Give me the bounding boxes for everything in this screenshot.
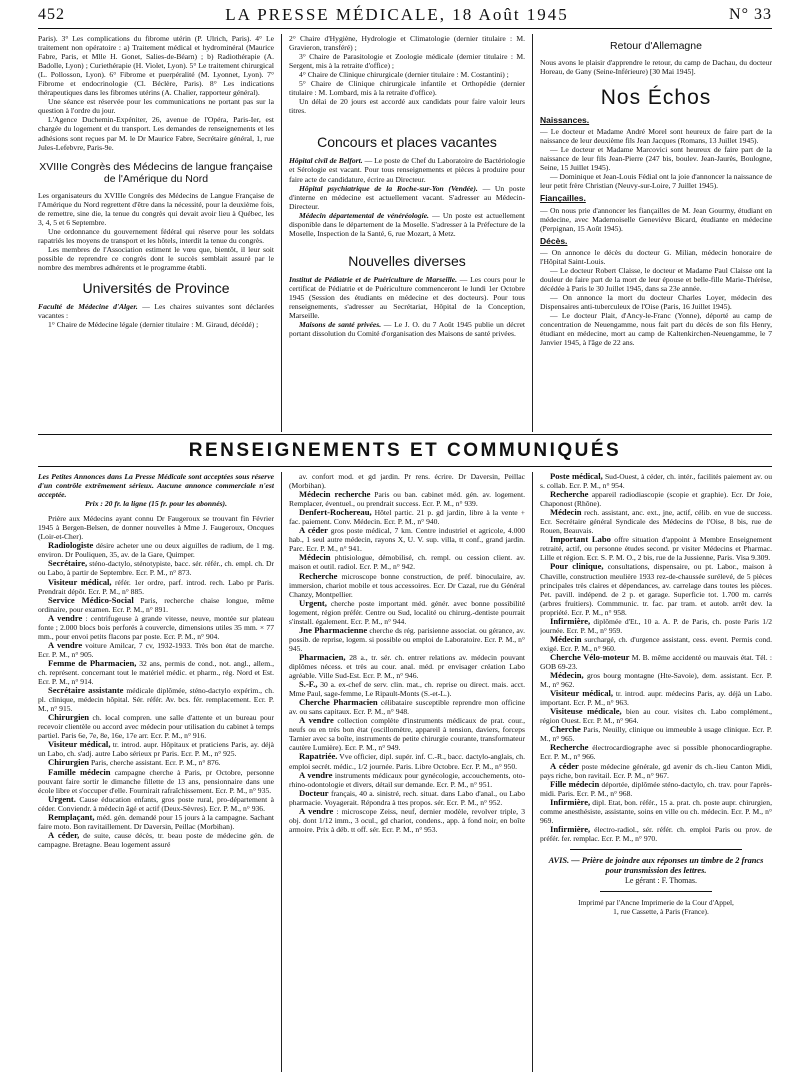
classified-ad bbox=[38, 831, 274, 849]
seance-paragraph: Une séance est réservée pour les communications ne portant pas sur la question à l'ordre du jour. bbox=[38, 97, 274, 116]
congres-paragraph-1: Les organisateurs du XVIIIe Congrès des Médecins de Langue Française de l'Amérique du Nord regrettent d'être dans la nécessité, pour la deuxième fois, de remettre, sine die, la tenue du congrès qui devait avoir lieu à Québec, les 3, 4, 5 et 6 Septembre. bbox=[38, 190, 274, 227]
faculte-alger-text: — Les chaires suivantes sont déclarées vacantes : bbox=[38, 302, 274, 321]
classified-ad bbox=[540, 617, 772, 635]
classified-ad-text: : microscope Zeiss, neuf, dernier modèle, revolver triple, 3 obj. dont 1/12 imm., 3 ocul., gd chariot, condens., app. à fond noir, en boîte armoire. Prix à déb. tt off. sér. Ecr. P. M., n° 953. bbox=[289, 806, 525, 834]
retour-paragraph: Nous avons le plaisir d'apprendre le retour, du camp de Dachau, du docteur Horeau, de Gany (Seine-Inférieure) [30 Mai 1945]. bbox=[540, 58, 772, 77]
classified-ad-keyword: Cherche Vélo-moteur bbox=[550, 651, 630, 662]
classified-ad bbox=[38, 795, 274, 813]
classified-ad-text: offre situation d'appoint à Membre Enseignement retraité, actif, ou personne études second. pr visiter Médecins et Pharmac. Lille et région. Ecr. S. P. M. O., 2 bis, rue de la Jussienne, Paris. Visa 9.309. bbox=[540, 535, 772, 563]
classified-ad bbox=[38, 740, 274, 758]
ads-price: Prix : 20 fr. la ligne (15 fr. pour les abonnés). bbox=[85, 499, 227, 509]
classified-ad-keyword: Médecin recherche bbox=[299, 489, 371, 500]
classified-ad-keyword: Famille médecin bbox=[48, 766, 111, 777]
renseignements-heading: RENSEIGNEMENTS ET COMMUNIQUÉS bbox=[188, 440, 622, 461]
top-column-2 bbox=[289, 34, 525, 434]
classified-ad-keyword: Chirurgien bbox=[48, 712, 90, 723]
imprimeur-line-1: Imprimé par l'Ancne Imprimerie de la Cour d'Appel, bbox=[578, 897, 734, 907]
classified-ad-keyword: A vendre bbox=[299, 715, 334, 726]
classified-ad-text: 32 ans, permis de cond., not. angl., allem., ch. représent. concernant tout le matériel médic. et pharm., rég. Nord et Est. Ecr. P. M., n° 914. bbox=[38, 658, 274, 687]
classified-ad bbox=[289, 698, 525, 716]
classified-ad-keyword: A céder, bbox=[48, 829, 80, 840]
classified-ad-keyword: Visiteur médical, bbox=[550, 688, 614, 699]
top-column-3 bbox=[540, 34, 772, 434]
maisons-sante-text: — Le J. O. du 7 Août 1945 publie un décret portant dissolution du Comité d'organisation des Maisons de santé privées. bbox=[289, 320, 525, 339]
roche-sur-yon-lead: Hôpital psychiatrique de la Roche-sur-Yon (Vendée). bbox=[299, 183, 478, 193]
header-rule bbox=[38, 28, 772, 29]
notice-rule bbox=[570, 849, 742, 850]
naissance-1: — Le docteur et Madame André Morel sont heureux de faire part de la naissance de leur deuxième fils Jean Jacques (Romans, 13 Juillet 1945). bbox=[540, 127, 772, 146]
fibrome-paragraph: Paris). 3° Les complications du fibrome utérin (P. Ulrich, Paris). 4° Le traitement non opératoire : a) Traitement médical et hydrominéral (Maurice Fabre, Paris, et Mlle H. Gonet, Salies-de-Béarn) ; b) Radiothérapie (A. Badolle, Lyon) ; Curiethérapie (H. Violet, Lyon). 5° Le traitement chirurgical (L. Pollosson, Lyon). 6° Fibrome et puerpéralité (M. Lyonnet, Lyon). 7° Fibrome et endocrinologie (Cl. Béclère, Paris). 8° Les indications thérapeutiques dans les fibromes utérins (A. Chalier, rapporteur général). bbox=[38, 34, 274, 98]
classified-ad-text: collection complète d'instruments médicaux de prat. cour., neufs ou en très bon état (oscillomètre, appareil à tension, daviers, forceps Tarnier avec sa boîte, instruments de petite chirurgie courante, transformateur cautère Lumière). Ecr. P. M., n° 949. bbox=[289, 716, 525, 753]
classified-ad-text: méd. gén. demandé pour 15 jours à la campagne. Sachant faire moto. Bon ravitaillement. Dr Daversin, Peillac (Morbihan). bbox=[38, 812, 274, 831]
agence-paragraph: L'Agence Duchemin-Expéniter, 26, avenue de l'Opéra, Paris-Ier, est chargée du logement et du transport. Les demandes de renseignements et les adhésions sont reçues par M. le Dr Maurice Fabre, Secrétaire général, 1, rue Jules-Lefebvre, Paris-9e. bbox=[38, 115, 274, 152]
column-divider-1 bbox=[281, 34, 282, 432]
deces-2: — Le docteur Robert Claisse, le docteur et Madame Paul Claisse ont la douleur de faire part de la mort de leur épouse et belle-fille Marie-Thérèse, décédée à Paris le 30 Juillet 1945, dans sa 23e année. bbox=[540, 265, 772, 293]
classified-ad-keyword: Cherche bbox=[550, 724, 581, 735]
classified-ad bbox=[289, 599, 525, 626]
journal-title: LA PRESSE MÉDICALE, 18 Août 1945 bbox=[225, 5, 569, 24]
classified-ad-text: microscope bonne construction, de préf. binoculaire, av. immersion, chariot mobile et tous accessoires. Ecr. Dr Cazal, rue du Général Chanzy, Montpellier. bbox=[289, 571, 525, 599]
classified-ad-text: célibataire susceptible reprendre mon officine av. ou sans capitaux. Ecr. P. M., n° 948. bbox=[289, 698, 525, 717]
universites-heading: Universités de Province bbox=[82, 280, 230, 297]
classified-ad-text: tr. introd. aupr. Hôpitaux et praticiens Paris, ay. déjà un Labo, ch. s'adj. autre Labo sérieux pr Paris. Ecr. P. M., n° 925. bbox=[38, 740, 274, 759]
ads-intro: Les Petites Annonces dans La Presse Médicale sont acceptées sous réserve d'un contrôle extrêmement sérieux. Aucune annonce commerciale n'est acceptée. bbox=[38, 472, 274, 500]
classified-ad bbox=[289, 789, 525, 807]
ads-list-2 bbox=[289, 472, 525, 834]
classified-ad bbox=[540, 743, 772, 761]
classified-ad-text: Hôtel partic. 21 p. gd jardin, libre à la vente + fac. paiement. Conv. Médecin. Ecr. P. M., n° 940. bbox=[289, 508, 525, 527]
classified-ad-keyword: A vendre bbox=[48, 612, 83, 623]
classified-ad-keyword: Médecin bbox=[550, 507, 582, 518]
deces-heading: Décès. bbox=[540, 235, 568, 246]
classified-ad-text: Vve officier, dipl. supér. inf. C.-R., bacc. dactylo-anglais, ch. emploi secrét. médic., 1/2 journée. Paris. Libre Octobre. Ecr. P. M., n° 950. bbox=[289, 752, 525, 771]
venereologie-text: — Un poste est actuellement disponible dans le département de la Moselle. S'adresser à la Préfecture de la Moselle, Inspection de la Santé, 6, rue Mozart, à Metz. bbox=[289, 210, 525, 238]
avis-notice: AVIS. — Prière de joindre aux réponses un timbre de 2 francs pour transmission des lettres. bbox=[548, 855, 764, 875]
congres-heading: XVIIIe Congrès des Médecins de langue française de l'Amérique du Nord bbox=[39, 160, 273, 185]
classified-ad-text: de suite, cause décès, tr. beau poste de médecine gén. de campagne. Bretagne. Beau logement assuré bbox=[38, 830, 274, 849]
classified-ad-keyword: Secrétaire assistante bbox=[48, 685, 124, 696]
deces-3: — On annonce la mort du docteur Charles Loyer, médecin des Dispensaires anti-tuberculeux de l'Oise (Paris, 16 Juillet 1945). bbox=[540, 292, 772, 311]
classified-ad-keyword: Secrétaire, bbox=[48, 558, 88, 569]
pediatrie-text: — Les cours pour le certificat de Pédiatrie et de Puériculture commenceront le lundi 1er Octobre 1945 (Session des étudiants en médecine et des docteurs). Pour tous renseignements, s'adresser au Secrétariat, Hôpital de la Conception, Marseille. bbox=[289, 274, 525, 321]
fiancailles-1: — On nous prie d'annoncer les fiançailles de M. Jean Gourmy, étudiant en médecine, avec Mademoiselle Geneviève Bicard, étudiante en médecine (Perpignan, 15 Août 1945). bbox=[540, 205, 772, 233]
classified-ad bbox=[540, 562, 772, 616]
classified-ad bbox=[38, 514, 274, 541]
classified-ad-text: 28 a., tr. sér. ch. entrer relations av. médecin pouvant diplômes nécess. et très au cour. anal. méd. pr envisager création Labo agréable. Ville Sud-Est. Ecr. P. M., n° 946. bbox=[289, 652, 525, 681]
classified-ad-text: médicale diplômée, sténo-dactylo expérim., ch. pl. clinique, médecin hôpital. Sér. référ. Av. bcs. fér. remplacement. Ecr. P. M., n° 915. bbox=[38, 686, 274, 714]
classified-ad-text: diplômée d'Et., 10 a. A. P. de Paris, ch. poste Paris 1/2 journée. Ecr. P. M., n° 959. bbox=[540, 616, 772, 635]
classified-ad-keyword: Infirmière, bbox=[550, 796, 591, 807]
classified-ad-text: Prière aux Médecins ayant connu Dr Faugeroux se trouvant fin Février 1945 à Bergen-Belsen, de donner nouvelles à Mme J. Faugeroux, Oncques (Loir-et-Cher). bbox=[38, 514, 274, 542]
venereologie-lead: Médecin départemental de vénéréologie. bbox=[299, 210, 429, 220]
deces-1: — On annonce le décès du docteur G. Milian, médecin honoraire de l'Hôpital Saint-Louis. bbox=[540, 247, 772, 266]
classified-ad bbox=[540, 762, 772, 780]
classified-ad bbox=[289, 807, 525, 834]
classified-ad bbox=[289, 771, 525, 789]
classified-ad bbox=[289, 680, 525, 698]
classified-ad-text: désire acheter une ou deux aiguilles de radium, de 1 mg. environ. Dr Pouliquen, 35, av. de la Gare, Quimper. bbox=[38, 541, 274, 560]
faculte-alger-lead: Faculté de Médecine d'Alger. bbox=[38, 302, 138, 312]
classified-ad-keyword: A vendre bbox=[48, 639, 83, 650]
classified-ad-keyword: Infirmière, bbox=[550, 615, 591, 626]
classified-ad bbox=[540, 653, 772, 671]
classified-ad bbox=[540, 780, 772, 798]
naissance-3: — Dominique et Jean-Louis Fédial ont la joie d'annoncer la naissance de leur petit frère Christian (Neuvy-sur-Loire, 7 Juillet 1945). bbox=[540, 172, 772, 191]
top-column-1 bbox=[38, 34, 274, 434]
classified-ad-text: tr. introd. aupr. médecins Paris, ay. déjà un Labo. important. Ecr. P. M., n° 963. bbox=[540, 689, 772, 708]
pediatrie-lead: Institut de Pédiatrie et de Puériculture de Marseille. bbox=[289, 274, 458, 284]
delai-paragraph: Un délai de 20 jours est accordé aux candidats pour faire valoir leurs titres. bbox=[289, 97, 525, 116]
classified-ad bbox=[540, 689, 772, 707]
classified-ad-text: voiture Amilcar, 7 cv, 1932-1933. Très bon état de marche. Ecr. P. M., n° 905. bbox=[38, 640, 274, 659]
deces-4: — Le docteur Plait, d'Ancy-le-Franc (Yonne), déporté au camp de concentration de Neuengamme, nous fait part du décès de son fils Henry, étudiant en médecine, mort au camp de Kaltenkirchen-Neuengamme, le 7 Janvier 1945, à l'âge de 22 ans. bbox=[540, 311, 772, 348]
classified-ad-text: rech. assistant, anc. ext., jne, actif, célib. en vue de success. Ecr. Secrétaire général Syndicale des Médecins de l'Oise, 8 bis, rue de Rouen, Beauvais. bbox=[540, 508, 772, 536]
classified-ad-keyword: Recherche bbox=[299, 570, 338, 581]
classified-ad-keyword: Visiteur médical, bbox=[48, 576, 112, 587]
classified-ad bbox=[289, 526, 525, 553]
classified-ad-text: dipl. Etat, bon. référ., 15 a. prat. ch. poste aupr. chirurgien, comme anesthésiste, assistante, soins en ville ou ch. médecin. Ecr. P. M., n° 969. bbox=[540, 797, 772, 825]
belfort-text: — Le poste de Chef du Laboratoire de Bactériologie et Sérologie est vacant. Pour tous renseignements et pièces à produire pour faire acte de candidature, écrire au Directeur. bbox=[289, 156, 525, 184]
classified-ad-keyword: Chirurgien bbox=[48, 757, 90, 768]
chaire-clinique-chirurgicale: 4° Chaire de Clinique chirurgicale (dernier titulaire : M. Costantini) ; bbox=[299, 70, 509, 80]
classified-ad-keyword: Docteur bbox=[299, 787, 329, 798]
column-divider-2 bbox=[532, 34, 533, 432]
classified-ad bbox=[38, 659, 274, 686]
ads-column-3 bbox=[540, 472, 772, 1076]
classified-ad-keyword: Recherche bbox=[550, 742, 589, 753]
classified-ad bbox=[289, 626, 525, 653]
classified-ad-keyword: A vendre bbox=[299, 769, 333, 780]
classified-ad bbox=[289, 653, 525, 680]
classified-ad-text: 30 a. ex-chef de serv. clin. mat., ch. reprise ou direct. mais. acct. Mme Paul, sage-femme, Le Ripault-Monts (S.-et-L.). bbox=[289, 680, 525, 699]
classified-ad bbox=[38, 686, 274, 713]
classified-ad bbox=[38, 596, 274, 614]
classified-ad-keyword: Radiologiste bbox=[48, 540, 94, 551]
classified-ad-text: : centrifugeuse à grande vitesse, neuve, montée sur plateau fonte ; 2.000 blocs bois perforés à couvercle, dimensions utiles 35 mm. × 77 mm., pour envoi petits flacons par poste. Ecr. P. M., n° 904. bbox=[38, 613, 274, 641]
classified-ad-text: électro-radiol., sér. référ. ch. emploi Paris ou prov. de préfér. fer. remplac. Ecr. P. M., n° 970. bbox=[540, 824, 772, 843]
classified-ad bbox=[540, 671, 772, 689]
classified-ad-text: Cause éducation enfants, gros poste rural, pro-département à céder. Conviendr. à médecin âgé et actif (Deux-Sèvres). Ecr. P. M., n° 936. bbox=[38, 794, 274, 813]
imprimeur-line-2: 1, rue Cassette, à Paris (France). bbox=[613, 906, 709, 916]
concours-heading: Concours et places vacantes bbox=[317, 134, 497, 151]
page-number: 452 bbox=[38, 6, 65, 23]
classified-ad-text: appareil radiodiascopie (scopie et graphie). Ecr. Dr Joie, Chaponost (Rhône). bbox=[540, 490, 772, 509]
classified-ad-keyword: Urgent. bbox=[48, 793, 76, 804]
classified-ad-text: av. confort mod. et gd jardin. Pr rens. écrire. Dr Daversin, Peillac (Morbihan). bbox=[289, 472, 525, 491]
classified-ad-keyword: Recherche bbox=[550, 489, 589, 500]
classified-ad-keyword: Médecin, bbox=[550, 670, 584, 681]
ads-list-3 bbox=[540, 472, 772, 843]
classified-ad bbox=[289, 508, 525, 526]
classified-ad bbox=[38, 641, 274, 659]
classified-ad-text: surchargé, ch. d'urgence assistant, cess. event. Permis cond. exigé. Ecr. P. M., n° 960. bbox=[540, 634, 772, 653]
classified-ad-text: électrocardiographe avec si possible phonocardiographe. Ecr. P. M., n° 966. bbox=[540, 743, 772, 762]
maisons-sante-lead: Maisons de santé privées. bbox=[299, 320, 382, 330]
classified-ad bbox=[289, 490, 525, 508]
classified-ad bbox=[38, 813, 274, 831]
ads-column-1 bbox=[38, 472, 274, 1076]
page-header bbox=[38, 4, 772, 26]
gerant-line: Le gérant : F. Thomas. bbox=[624, 875, 698, 885]
chaire-orthopedie: 5° Chaire de Clinique chirurgicale infantile et Orthopédie (dernier titulaire : M. Lombard, mis à la retraite d'office). bbox=[289, 79, 525, 98]
roche-sur-yon-text: — Un poste d'interne en médecine est actuellement vacant. S'adresser au Médecin-Directeur. bbox=[289, 183, 525, 211]
classified-ad-keyword: Fille médecin bbox=[550, 778, 600, 789]
classified-ad bbox=[540, 725, 772, 743]
classified-ad-text: Paris, recherche chaise longue, même ordinaire, pour examen. Ecr. P. M., n° 891. bbox=[38, 595, 274, 614]
classified-ad bbox=[540, 707, 772, 725]
classified-ad-keyword: Urgent, bbox=[299, 597, 327, 608]
classified-ad-text: cherche poste important méd. génér. avec bonne possibilité logement, région préfér. Centre ou Sud, localité ou chirurg.-dentiste pourrait s'install. également. Ecr. P. M., n° 944. bbox=[289, 598, 525, 626]
classified-ad bbox=[540, 798, 772, 825]
classified-ad bbox=[38, 614, 274, 641]
column-divider-3 bbox=[281, 472, 282, 1072]
classified-ad-keyword: Femme de Pharmacien, bbox=[48, 657, 137, 668]
chaire-hygiene: 2° Chaire d'Hygiène, Hydrologie et Climatologie (dernier titulaire : M. Gravieron, transféré) ; bbox=[289, 34, 525, 53]
classified-ad bbox=[38, 713, 274, 740]
classified-ad-keyword: Remplaçant, bbox=[48, 811, 95, 822]
classified-ad-keyword: A céder bbox=[550, 760, 579, 771]
classified-ad-text: poste médecine générale, gd avenir ds ch.-lieu Canton Midi, pays riche, bon ravitail. Ecr. P. M., n° 967. bbox=[540, 761, 772, 780]
classified-ad bbox=[289, 572, 525, 599]
issue-number: N° 33 bbox=[729, 6, 772, 23]
classified-ad bbox=[540, 508, 772, 535]
nos-echos-heading: Nos Échos bbox=[600, 86, 712, 110]
classified-ad bbox=[289, 472, 525, 490]
ads-list-1 bbox=[38, 514, 274, 849]
classified-ad bbox=[38, 768, 274, 795]
classified-ad bbox=[289, 716, 525, 752]
classified-ad-text: cherche ds rég. parisienne associat. ou gérance, av. possib. de reprise, logem. si possible ou emploi de Laboratoire. Ecr. P. M., n° 945. bbox=[289, 625, 525, 653]
classified-ad-text: phtisiologue, démobilisé, ch. rempl. ou cession client. av. maison et outil. radiol. Ecr. P. M., n° 942. bbox=[289, 553, 525, 572]
classified-ad-text: ch. local compren. une salle d'attente et un bureau pour recevoir clientèle ou accord avec médecin pour utilisation du cabinet à temps partiel. Paris 6e, 7e, 8e, 16e, 17e arr. Ecr. P. M., n° 916. bbox=[38, 713, 274, 741]
classified-ad bbox=[38, 578, 274, 596]
classified-ad-keyword: A céder bbox=[299, 525, 328, 536]
classified-ad-keyword: Denfert-Rochereau, bbox=[299, 507, 372, 518]
classified-ad-text: gros poste médical, 7 km. Centre industriel et agricole, 4.000 hab., 1 seul autre médecin, rayons X, U. V. sup. villa, tt conf., grand jardin. Parc. Ecr. P. M., n° 941. bbox=[289, 526, 525, 554]
classified-ad-text: instruments médicaux pour gynécologie, accouchements, oto-rhino-odontologie et divers, détail sur demande. Ecr. P. M., n° 951. bbox=[289, 770, 525, 789]
chaire-parasitologie: 3° Chaire de Parasitologie et Zoologie médicale (dernier titulaire : M. Sergent, mis à la retraite d'office) ; bbox=[289, 52, 525, 71]
congres-paragraph-3: Les membres de l'Association estiment le vœu que, bientôt, il leur soit possible de reprendre ce congrès dont le succès semblait assuré par le nombre des membres adhérents et le programme établi. bbox=[38, 244, 274, 272]
classified-ad-text: bien au cour. visites ch. Labo complément., région Ouest. Ecr. P. M., n° 964. bbox=[540, 707, 772, 726]
classified-ad-keyword: A vendre bbox=[299, 805, 334, 816]
classified-ad-text: Sud-Ouest, à céder, ch. intér., facilités paiement av. ou s. collab. Ecr. P. M., n° 954. bbox=[540, 472, 772, 491]
chaire-medecine-legale: 1° Chaire de Médecine légale (dernier titulaire : M. Giraud, décédé) ; bbox=[48, 320, 259, 330]
congres-paragraph-2: Une ordonnance du gouvernement fédéral qui réserve pour les soldats rapatriés les moyens de transport et les hôtels, interdit la tenue du congrès. bbox=[38, 226, 274, 245]
classified-ad bbox=[38, 559, 274, 577]
classified-ad-text: sténo-dactylo, sténotypiste, bacc. sér. référ., ch. empl. ch. Dr ou Labo, à partir de Septembre. Ecr. P. M., n° 873. bbox=[38, 559, 274, 578]
gerant-rule bbox=[600, 891, 712, 892]
classified-ad-text: français, 40 a. sinistré, rech. situat. dans Labo d'anal., ou Labo pharmacie. Voyagerait. Répondra à ttes propos. sér. Ecr. P. M., n° 952. bbox=[289, 788, 525, 807]
classified-ad-keyword: Médecin bbox=[550, 633, 582, 644]
classified-ad-keyword: Cherche Pharmacien bbox=[299, 697, 378, 708]
nouvelles-heading: Nouvelles diverses bbox=[348, 252, 466, 269]
classified-ad-text: consultations, dispensaire, ou pt. Labor., maison à Chaville, construction meulière 1933 rez-de-chaussée surélevé, de 5 pièces principales très claires et dépendances, av. carrelage dans toutes les pièces. Pet. pavill. indépend. de 2 p. et garage. Superficie tot. 1.700 m. carrés (arbres fruitiers). Commmunic. tr. fac. par tram. et autob. arrêt dev. la propriété. Ecr. P. M., n° 958. bbox=[540, 562, 772, 617]
classified-ad-keyword: Service Médico-Social bbox=[48, 594, 134, 605]
fiancailles-heading: Fiançailles. bbox=[540, 193, 586, 204]
classified-ad-keyword: Visiteur médical, bbox=[48, 739, 111, 750]
classified-ad bbox=[540, 490, 772, 508]
belfort-lead: Hôpital civil de Belfort. bbox=[289, 156, 363, 166]
classified-ad-keyword: Visiteuse médicale, bbox=[550, 706, 622, 717]
classified-ad-text: Paris ou ban. cabinet méd. gén. av. logement. Remplacer, éventuel., ou prendrait success. Ecr. P. M., n° 939. bbox=[289, 490, 525, 509]
classified-ad-text: déportée, diplômée sténo-dactylo, ch. trav. pour l'après-midi. Paris. Ecr. P. M., n° 968. bbox=[540, 779, 772, 798]
classified-ad bbox=[540, 472, 772, 490]
naissance-2: — Le docteur et Madame Marcovici sont heureux de faire part de la naissance de leur fils Jean-Pierre (247 bis, boulev. Jean-Jaurès, Boulogne, Seine, 15 Juillet 1945). bbox=[540, 145, 772, 173]
section-rule-bottom bbox=[38, 466, 772, 467]
classified-ad-keyword: Rapatriée. bbox=[299, 751, 338, 762]
classified-ad-text: M. B. même accidenté ou mauvais état. Tél. : GOB 69-23. bbox=[540, 652, 772, 671]
classified-ad-keyword: Jne Pharmacienne bbox=[299, 624, 368, 635]
classified-ad-keyword: S.-F., bbox=[299, 679, 318, 690]
classified-ad bbox=[540, 825, 772, 843]
retour-heading: Retour d'Allemagne bbox=[610, 40, 702, 52]
classified-ad-keyword: Important Labo bbox=[550, 534, 611, 545]
classified-ad-keyword: Pour clinique, bbox=[550, 561, 604, 572]
section-rule-top bbox=[38, 434, 772, 435]
classified-ad-keyword: Infirmière, bbox=[550, 823, 591, 834]
classified-ad bbox=[540, 635, 772, 653]
classified-ad-keyword: Poste médical, bbox=[550, 472, 603, 481]
classified-ad bbox=[38, 541, 274, 559]
classified-ad-keyword: Médecin bbox=[299, 552, 331, 563]
classified-ad-text: Paris, Neuilly, clinique ou immeuble à usage clinique. Ecr. P. M., n° 965. bbox=[540, 725, 772, 744]
naissances-heading: Naissances. bbox=[540, 115, 590, 126]
classified-ad bbox=[540, 535, 772, 562]
classified-ad-text: référ. 1er ordre, parf. introd. rech. Labo pr Paris. Prendrait dépôt. Ecr. P. M., n° 885. bbox=[38, 577, 274, 596]
classified-ad bbox=[289, 553, 525, 571]
classified-ad bbox=[289, 752, 525, 770]
classified-ad-text: Paris, cherche assistant. Ecr. P. M., n° 876. bbox=[89, 758, 221, 768]
ads-column-2 bbox=[289, 472, 525, 1076]
classified-ad-text: campagne cherche à Paris, pr Octobre, personne pouvant faire sortir le dimanche fillette de 13 ans, pensionnaire dans une école libre et s'occuper d'elle. Fournirait rafraîchissement. Ecr. P. M., n° 935. bbox=[38, 767, 274, 795]
column-divider-4 bbox=[532, 472, 533, 1072]
classified-ad-keyword: Pharmacien, bbox=[299, 651, 346, 662]
classified-ad-text: gros bourg montagne (Hte-Savoie), dem. assistant. Ecr. P. M., n° 962. bbox=[540, 671, 772, 690]
